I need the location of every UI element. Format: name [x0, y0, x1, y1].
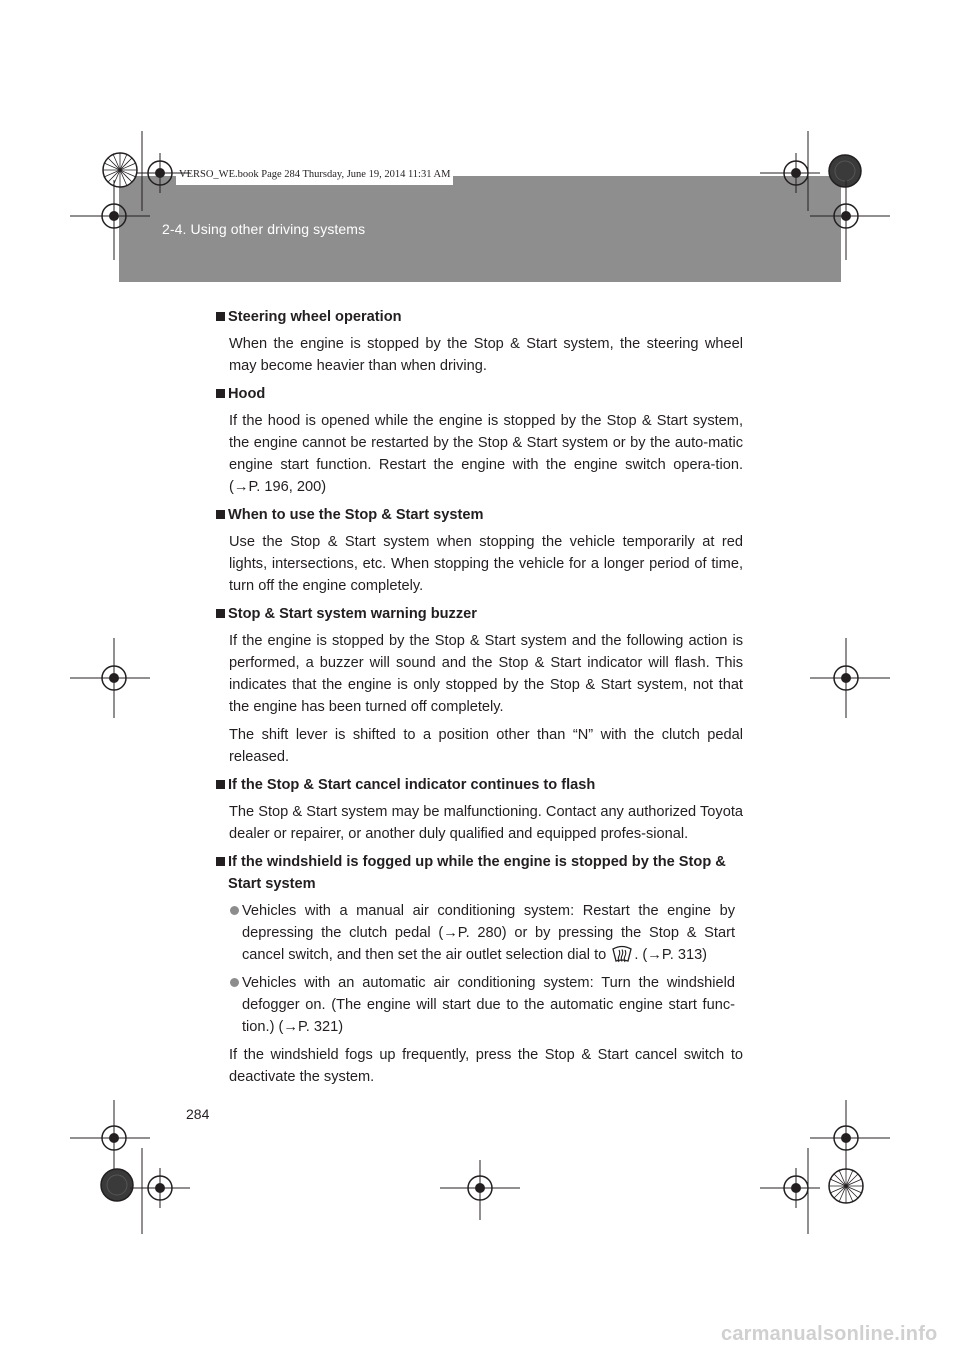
windshield-defroster-icon [611, 944, 633, 964]
section-cancel-indicator [215, 774, 743, 845]
square-bullet-icon [216, 609, 225, 618]
manual-content [215, 306, 743, 1094]
section-heading: When to use the Stop & Start system [215, 504, 743, 526]
crosshair-registration-icon [760, 1148, 820, 1234]
body-paragraph: If the engine is stopped by the Stop & Start system and the following action is performed, a buzzer will sound and the Stop & Start indicator will flash. This indicates that the engine is only stopped by the Stop & Start system, not that the engine has been turned off completely. [229, 633, 743, 715]
body-paragraph: If the windshield fogs up frequently, press the Stop & Start cancel switch to deactivate the system. [229, 1047, 743, 1085]
square-bullet-icon [216, 312, 225, 321]
section-when-to-use [215, 504, 743, 597]
section-windshield-fog [215, 851, 743, 1088]
body-paragraph: When the engine is stopped by the Stop & Start system, the steering wheel may become heavier than when driving. [229, 336, 743, 374]
body-paragraph: The shift lever is shifted to a position other than “N” with the clutch pedal released. [229, 727, 743, 765]
page-number: 284 [186, 1106, 210, 1122]
square-bullet-icon [216, 510, 225, 519]
section-title: 2-4. Using other driving systems [162, 221, 366, 237]
section-heading: Stop & Start system warning buzzer [215, 603, 743, 625]
printer-color-wheel-icon [826, 1166, 866, 1206]
section-heading: If the windshield is fogged up while the engine is stopped by the Stop & Start system [215, 851, 743, 895]
section-hood [215, 383, 743, 498]
section-warning-buzzer [215, 603, 743, 768]
crosshair-registration-icon [130, 1148, 190, 1234]
crosshair-registration-icon [810, 638, 890, 718]
section-steering [215, 306, 743, 377]
crosshair-registration-icon [810, 180, 890, 260]
crosshair-registration-icon [440, 1160, 520, 1220]
section-heading: If the Stop & Start cancel indicator continues to flash [215, 774, 743, 796]
book-file-info: VERSO_WE.book Page 284 Thursday, June 19, 2014 11:31 AM [176, 165, 453, 185]
round-bullet-icon [230, 978, 239, 987]
body-paragraph: The Stop & Start system may be malfunctioning. Contact any authorized Toyota dealer or repairer, or another duly qualified and equipped profes-sional. [229, 804, 743, 842]
crosshair-registration-icon [70, 638, 150, 718]
crosshair-registration-icon [70, 180, 150, 260]
list-item: Vehicles with an automatic air conditioning system: Turn the windshield defogger on. (The engine will start due to the automatic engine start func-tion.) (→P. 321) [215, 972, 743, 1038]
round-bullet-icon [230, 906, 239, 915]
section-heading: Hood [215, 383, 743, 405]
square-bullet-icon [216, 389, 225, 398]
body-paragraph: Use the Stop & Start system when stopping the vehicle temporarily at red lights, intersections, etc. When stopping the vehicle for a longer period of time, turn off the engine completely. [229, 534, 743, 594]
footer-watermark: carmanualsonline.info [721, 1323, 938, 1345]
square-bullet-icon [216, 780, 225, 789]
section-heading: Steering wheel operation [215, 306, 743, 328]
square-bullet-icon [216, 857, 225, 866]
body-paragraph: If the hood is opened while the engine is stopped by the Stop & Start system, the engine cannot be restarted by the Stop & Start system or by the auto-matic engine start function. Restart the engine with the engine switch opera-tion. (→P. 196, 200) [229, 413, 743, 495]
list-item: Vehicles with a manual air conditioning system: Restart the engine by depressing the clutch pedal (→P. 280) or by pressing the Stop & Start cancel switch, and then set the air outlet selection dial to . (→P. 313) [215, 900, 743, 966]
